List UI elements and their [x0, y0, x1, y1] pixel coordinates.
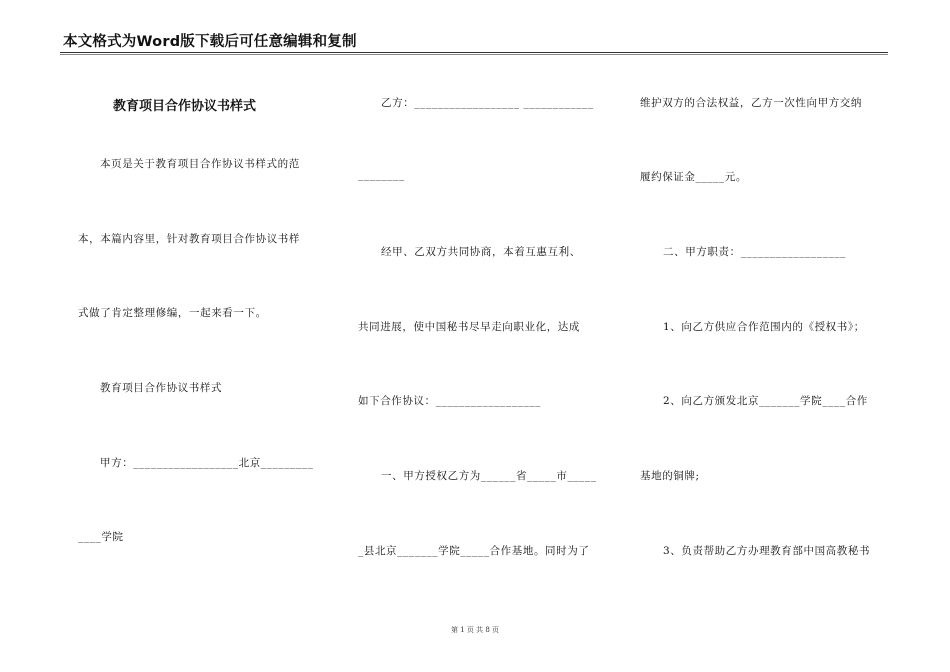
paragraph-line: 本，本篇内容里，针对教育项目合作协议书样 [78, 233, 300, 245]
paragraph-line: 基地的铜牌; [640, 470, 700, 482]
paragraph-line: _县北京_______学院_____合作基地。同时为了 [358, 545, 590, 557]
paragraph-line: 履约保证金_____元。 [640, 171, 747, 183]
paragraph-line: 2、向乙方颁发北京_______学院____合作 [663, 395, 868, 407]
paragraph-line: 3、负责帮助乙方办理教育部中国高教秘书 [663, 545, 871, 557]
paragraph-line: 二、甲方职责：__________________ [663, 246, 846, 258]
paragraph-line: 1、向乙方供应合作范围内的《授权书》； [663, 321, 865, 333]
paragraph-line: 式做了肯定整理修编，一起来看一下。 [78, 307, 267, 319]
paragraph-line: ________ [358, 169, 405, 181]
page-number: 第 1 页 共 8 页 [450, 626, 500, 634]
document-header: 本文格式为Word版下载后可任意编辑和复制 [63, 34, 357, 50]
paragraph-line: 本页是关于教育项目合作协议书样式的范 [100, 158, 300, 170]
paragraph-line: 维护双方的合法权益，乙方一次性向甲方交纳 [640, 97, 862, 109]
header-divider-secondary [60, 54, 888, 55]
paragraph-line: 如下合作协议：__________________ [358, 395, 541, 407]
document-title: 教育项目合作协议书样式 [113, 99, 257, 114]
paragraph-line: 经甲、乙双方共同协商，本着互惠互利、 [381, 246, 581, 258]
header-divider [60, 52, 888, 53]
paragraph-line: 一、甲方授权乙方为______省_____市_____ [381, 470, 597, 482]
paragraph-line: ____学院 [78, 531, 124, 543]
paragraph-line: 教育项目合作协议书样式 [100, 382, 223, 394]
party-b-line: 乙方：__________________ ____________ [381, 97, 594, 109]
party-a-line: 甲方：__________________北京_________ [100, 457, 314, 469]
paragraph-line: 共同进展，使中国秘书尽早走向职业化，达成 [358, 321, 580, 333]
